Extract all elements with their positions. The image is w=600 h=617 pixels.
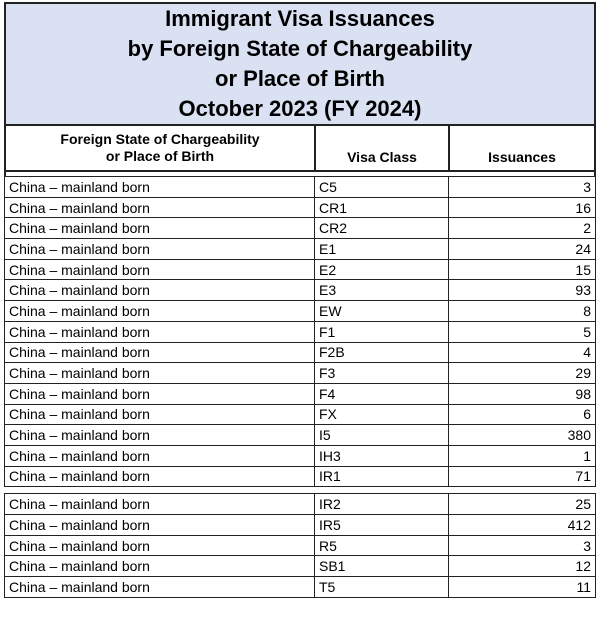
issuances-cell: 1 — [449, 445, 596, 466]
visa-class-cell: FX — [315, 404, 449, 425]
issuances-cell: 11 — [449, 577, 596, 598]
table-row — [5, 280, 596, 301]
table-row — [5, 535, 596, 556]
visa-class-cell: IH3 — [315, 445, 449, 466]
table-row — [5, 383, 596, 404]
table-row — [5, 197, 596, 218]
issuances-cell: 24 — [449, 239, 596, 260]
visa-class-cell: I5 — [315, 425, 449, 446]
data-table — [4, 176, 596, 487]
visa-class-cell: IR1 — [315, 466, 449, 487]
table-row — [5, 425, 596, 446]
country-cell: China – mainland born — [5, 197, 315, 218]
table-row — [5, 404, 596, 425]
table-row — [5, 259, 596, 280]
visa-class-cell: SB1 — [315, 556, 449, 577]
table-row — [5, 321, 596, 342]
visa-class-cell: F4 — [315, 383, 449, 404]
country-cell: China – mainland born — [5, 425, 315, 446]
table-row — [5, 363, 596, 384]
issuances-cell: 29 — [449, 363, 596, 384]
title-line-4: October 2023 (FY 2024) — [178, 96, 422, 121]
issuances-cell: 15 — [449, 259, 596, 280]
table-row — [5, 342, 596, 363]
country-cell: China – mainland born — [5, 515, 315, 536]
issuances-cell: 93 — [449, 280, 596, 301]
issuances-cell: 4 — [449, 342, 596, 363]
visa-class-cell: CR1 — [315, 197, 449, 218]
issuances-cell: 3 — [449, 535, 596, 556]
visa-class-cell: IR2 — [315, 494, 449, 515]
country-cell: China – mainland born — [5, 342, 315, 363]
country-cell: China – mainland born — [5, 301, 315, 322]
document — [4, 2, 596, 598]
title-line-2: by Foreign State of Chargeability — [127, 36, 473, 61]
visa-class-cell: R5 — [315, 535, 449, 556]
issuances-cell: 98 — [449, 383, 596, 404]
country-cell: China – mainland born — [5, 218, 315, 239]
table-row — [5, 445, 596, 466]
visa-class-cell: E3 — [315, 280, 449, 301]
table-row — [5, 218, 596, 239]
table-row — [5, 515, 596, 536]
country-cell: China – mainland born — [5, 535, 315, 556]
issuances-cell: 3 — [449, 177, 596, 198]
country-cell: China – mainland born — [5, 404, 315, 425]
title-line-3: or Place of Birth — [215, 66, 385, 91]
country-cell: China – mainland born — [5, 445, 315, 466]
visa-class-cell: T5 — [315, 577, 449, 598]
title-block — [4, 2, 596, 126]
header-country — [6, 126, 316, 170]
table-row — [5, 239, 596, 260]
visa-class-cell: EW — [315, 301, 449, 322]
visa-class-cell: IR5 — [315, 515, 449, 536]
country-cell: China – mainland born — [5, 383, 315, 404]
table-header — [4, 126, 596, 172]
header-visa-class: Visa Class — [316, 126, 450, 170]
visa-class-cell: F2B — [315, 342, 449, 363]
issuances-cell: 380 — [449, 425, 596, 446]
issuances-cell: 5 — [449, 321, 596, 342]
table-row — [5, 556, 596, 577]
visa-class-cell: CR2 — [315, 218, 449, 239]
issuances-cell: 8 — [449, 301, 596, 322]
header-country-line-1: Foreign State of Chargeability — [60, 131, 260, 147]
visa-class-cell: F1 — [315, 321, 449, 342]
issuances-cell: 6 — [449, 404, 596, 425]
visa-class-cell: E2 — [315, 259, 449, 280]
issuances-cell: 2 — [449, 218, 596, 239]
country-cell: China – mainland born — [5, 494, 315, 515]
issuances-cell: 16 — [449, 197, 596, 218]
issuances-cell: 412 — [449, 515, 596, 536]
issuances-cell: 25 — [449, 494, 596, 515]
visa-class-cell: F3 — [315, 363, 449, 384]
country-cell: China – mainland born — [5, 363, 315, 384]
country-cell: China – mainland born — [5, 577, 315, 598]
issuances-cell: 12 — [449, 556, 596, 577]
country-cell: China – mainland born — [5, 466, 315, 487]
visa-class-cell: E1 — [315, 239, 449, 260]
header-issuances: Issuances — [488, 149, 556, 165]
table-row — [5, 301, 596, 322]
country-cell: China – mainland born — [5, 556, 315, 577]
country-cell: China – mainland born — [5, 321, 315, 342]
country-cell: China – mainland born — [5, 177, 315, 198]
header-country-line-2: or Place of Birth — [105, 148, 215, 164]
country-cell: China – mainland born — [5, 259, 315, 280]
issuances-cell: 71 — [449, 466, 596, 487]
title-line-1: Immigrant Visa Issuances — [165, 6, 435, 31]
country-cell: China – mainland born — [5, 280, 315, 301]
table-row — [5, 466, 596, 487]
visa-class-cell: C5 — [315, 177, 449, 198]
table-row — [5, 577, 596, 598]
table-row — [5, 177, 596, 198]
data-table-continued — [4, 493, 596, 597]
country-cell: China – mainland born — [5, 239, 315, 260]
table-row — [5, 494, 596, 515]
